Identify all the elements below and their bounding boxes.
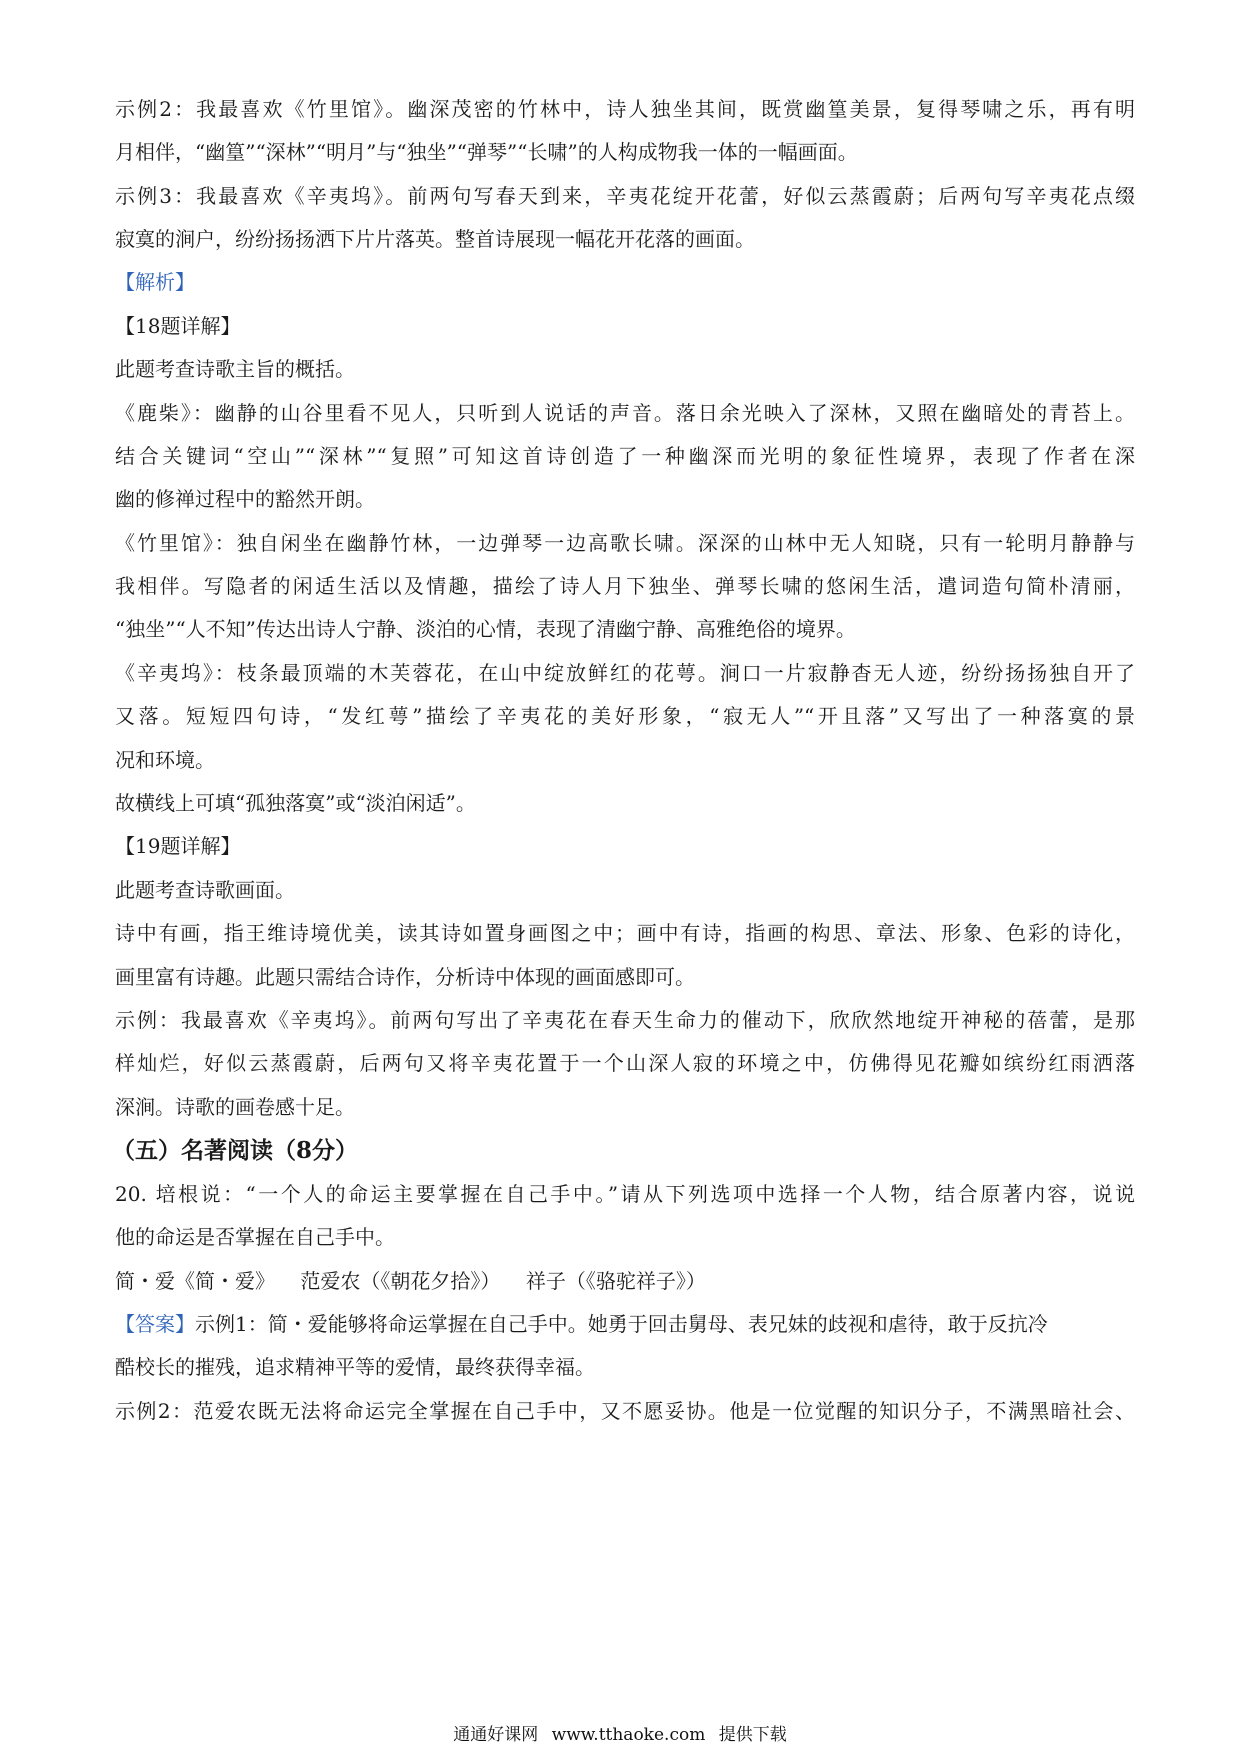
text-line: 《鹿柴》：幽静的山谷里看不见人，只听到人说话的声音。落日余光映入了深林，又照在幽暗处的青苔上。 — [115, 401, 1135, 425]
text-line: 结合关键词“空山”“深林”“复照”可知这首诗创造了一种幽深而光明的象征性境界，表现了作者在深 — [115, 444, 1135, 468]
answer-text: 示例1：简・爱能够将命运掌握在自己手中。她勇于回击舅母、表兄妹的歧视和虐待，敢于反抗冷 — [195, 1312, 1048, 1336]
text-line: 又落。短短四句诗，“发红萼”描绘了辛夷花的美好形象，“寂无人”“开且落”又写出了一种落寞的景 — [115, 704, 1135, 728]
text-line: 况和环境。 — [115, 748, 215, 772]
text-line: 他的命运是否掌握在自己手中。 — [115, 1225, 395, 1249]
text-line: 画里富有诗趣。此题只需结合诗作，分析诗中体现的画面感即可。 — [115, 965, 695, 989]
text-line: 故横线上可填“孤独落寞”或“淡泊闲适”。 — [115, 791, 476, 815]
question-18-heading: 【18题详解】 — [115, 314, 241, 338]
text-line: 样灿烂，好似云蒸霞蔚，后两句又将辛夷花置于一个山深人寂的环境之中，仿佛得见花瓣如缤纷红雨洒落 — [115, 1051, 1135, 1075]
footer-url[interactable]: www.tthaoke.com — [551, 1725, 706, 1745]
answer-label: 【答案】 — [115, 1312, 195, 1336]
text-line: 示例2：我最喜欢《竹里馆》。幽深茂密的竹林中，诗人独坐其间，既赏幽篁美景，复得琴啸之乐，再有明 — [115, 97, 1135, 121]
text-line: 月相伴，“幽篁”“深林”“明月”与“独坐”“弹琴”“长啸”的人构成物我一体的一幅画面。 — [115, 140, 858, 164]
text-line: 我相伴。写隐者的闲适生活以及情趣，描绘了诗人月下独坐、弹琴长啸的悠闲生活，遣词造句简朴清丽， — [115, 574, 1135, 598]
text-line: 幽的修禅过程中的豁然开朗。 — [115, 487, 375, 511]
text-line: 示例：我最喜欢《辛夷坞》。前两句写出了辛夷花在春天生命力的催动下，欣欣然地绽开神秘的蓓蕾，是那 — [115, 1008, 1135, 1032]
text-line: “独坐”“人不知”传达出诗人宁静、淡泊的心情，表现了清幽宁静、高雅绝俗的境界。 — [115, 617, 856, 641]
question-19-heading: 【19题详解】 — [115, 834, 241, 858]
text-line: 示例2：范爱农既无法将命运完全掌握在自己手中，又不愿妥协。他是一位觉醒的知识分子，不满黑暗社会、 — [115, 1399, 1135, 1423]
text-line: 深涧。诗歌的画卷感十足。 — [115, 1095, 355, 1119]
text-line: 诗中有画，指王维诗境优美，读其诗如置身画图之中；画中有诗，指画的构思、章法、形象、色彩的诗化， — [115, 921, 1135, 945]
answer-line — [115, 1309, 1135, 1339]
text-line: 寂寞的涧户，纷纷扬扬洒下片片落英。整首诗展现一幅花开花落的画面。 — [115, 227, 755, 251]
text-line: 酷校长的摧残，追求精神平等的爱情，最终获得幸福。 — [115, 1355, 595, 1379]
text-line: 此题考查诗歌画面。 — [115, 878, 295, 902]
page-footer — [0, 1722, 1240, 1748]
analysis-label: 【解析】 — [115, 270, 195, 294]
text-line: 《竹里馆》：独自闲坐在幽静竹林，一边弹琴一边高歌长啸。深深的山林中无人知晓，只有一轮明月静静与 — [115, 531, 1135, 555]
question-20-text: 20. 培根说：“一个人的命运主要掌握在自己手中。”请从下列选项中选择一个人物，结合原著内容，说说 — [115, 1182, 1135, 1206]
options-line: 简・爱《简・爱》 范爱农（《朝花夕拾》） 祥子（《骆驼祥子》） — [115, 1269, 706, 1293]
text-line: 此题考查诗歌主旨的概括。 — [115, 357, 355, 381]
footer-site-name: 通通好课网 — [453, 1725, 539, 1745]
text-line: 示例3：我最喜欢《辛夷坞》。前两句写春天到来，辛夷花绽开花蕾，好似云蒸霞蔚；后两句写辛夷花点缀 — [115, 184, 1135, 208]
text-line: 《辛夷坞》：枝条最顶端的木芙蓉花，在山中绽放鲜红的花萼。涧口一片寂静杳无人迹，纷纷扬扬独自开了 — [115, 661, 1135, 685]
section-heading: （五）名著阅读（8分） — [112, 1137, 359, 1164]
footer-note: 提供下载 — [718, 1725, 787, 1745]
